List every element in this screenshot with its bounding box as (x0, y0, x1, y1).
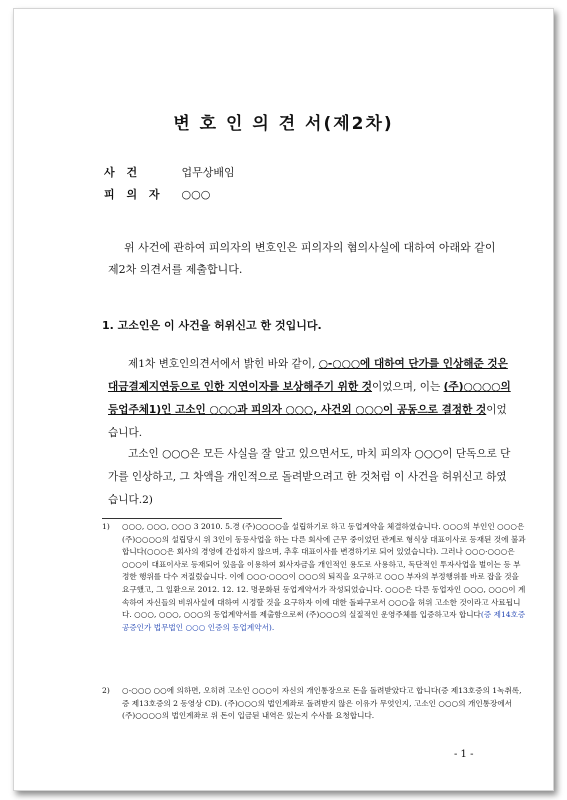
footnote-2-number: 2) (102, 686, 110, 695)
meta-case-key: 사 건 (104, 166, 142, 179)
footnote-1 (102, 521, 527, 634)
footnote-2-text: ○-○○○ ○○에 의하면, 오히려 고소인 ○○○이 자신의 개인통장으로 돈을 돌려받았다고 합니다(증 제13호증의 1녹취록, 증 제13호증의 2 동영상 CD). (주)○○○의 법인계좌로 돌려받지 않은 이유가 무엇인지, 고소인 ○○○의 개인통장에서 (주)○○○○의 법인계좌로 위 돈이 입금된 내역은 있는지 수사를 요청합니다. (122, 686, 522, 721)
p1-emphasis-2: (주)○○○○의 등업주체1)인 고소인 ○○○과 피의자 ○○○, 사건외 ○○○이 공동으로 결정한 것 (108, 381, 511, 416)
footnote-2 (102, 685, 527, 723)
section-1-paragraph-2: 고소인 ○○○은 모든 사실을 잘 알고 있으면서도, 마치 피의자 ○○○이 단독으로 단가를 인상하고, 그 차액을 개인적으로 돌려받으려고 한 것처럼 이 사건을 허위신고 하였습니다.2) (108, 448, 511, 506)
section-1-heading: 1. 고소인은 이 사건을 허위신고 한 것입니다. (102, 319, 322, 332)
meta-suspect (104, 186, 210, 202)
footnote-1-body (122, 521, 527, 634)
document-title: 변 호 인 의 견 서(제2차) (173, 114, 394, 134)
meta-case (104, 164, 235, 180)
section-1-paragraph-1 (108, 353, 514, 445)
p1-emphasis-1: ○-○○○에 대하여 단가를 인상해준 것은 대금결제지연등으로 인한 지연이자를 보상해주기 위한 것 (108, 358, 508, 393)
p1-text-2: 이었으며, 이는 (372, 381, 444, 393)
page-number: - 1 - (454, 749, 474, 760)
meta-suspect-value: ○○○ (181, 188, 211, 201)
p1-text-3: 이었습니다. (108, 404, 507, 439)
intro-paragraph: 위 사건에 관하여 피의자의 변호인은 피의자의 혐의사실에 대하여 아래와 같이 제2차 의견서를 제출합니다. (108, 241, 496, 276)
footnote-1-evidence: (증 제14호증 공증인가 법무법인 ○○○ 인증의 동업계약서). (122, 610, 526, 632)
footnote-1-number: 1) (102, 522, 110, 531)
footnote-divider (102, 518, 282, 519)
meta-suspect-key: 피 의 자 (104, 188, 164, 201)
p1-text-1: 제1차 변호인의견서에서 밝힌 바와 같이, (128, 358, 319, 370)
document-page (13, 8, 554, 791)
meta-case-value: 업무상배임 (181, 166, 235, 179)
footnote-1-text: ○○○, ○○○, ○○○ 3 2010. 5.경 (주)○○○○을 설립하기로 하고 동업계약을 체결하였습니다. ○○○의 부인인 ○○○은 (주)○○○○의 설립당시 위 3인이 동등사업을 하는 다른 회사에 근무 중이었던 관계로 형식상 대표이사로 등재된 것에 불과합니다(○○○은 회사의 경영에 간섭하지 않으며, 추후 대표이사를 변경하기로 되어 있었습니다). 그러나 ○○○·○○○은 ○○○이 대표이사로 등재되어 있음을 이용하여 회사자금을 개인적인 용도로 사용하고, 독단적인 투자사업을 벌이는 등 부정한 행위를 다수 저질렀습니다. 이에 ○○○·○○○이 ○○○의 퇴직을 요구하고 ○○○ 부자의 부정행위를 바로 잡을 것을 요구했고, 그 일환으로 2012. 12. 12. 명문화된 동업계약서가 작성되었습니다. ○○○은 다른 동업자인 ○○○, ○○○이 계속하여 자신들의 비위사실에 대하여 시정할 것을 요구하자 이에 대한 돌파구로서 ○○○을 허위 고소한 것이라고 사료됩니다. ○○○, ○○○, ○○○의 동업계약서를 제출함으로써 (주)○○○의 실질적인 운영주체를 입증하고자 합니다 (122, 522, 526, 620)
